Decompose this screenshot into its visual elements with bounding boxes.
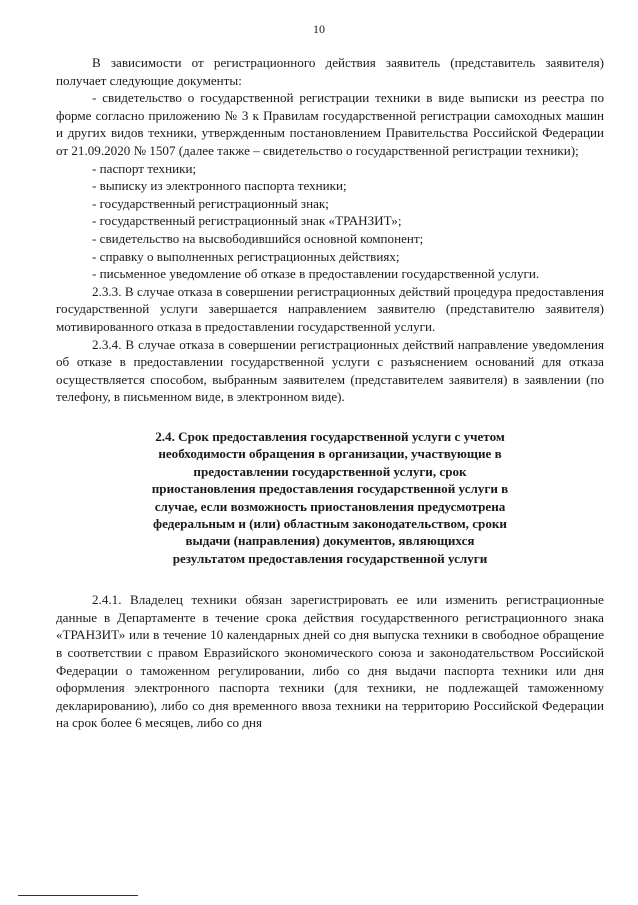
paragraph-2-3-4: 2.3.4. В случае отказа в совершении регистрационных действий направление уведомления об отказе в предоставлении государственной услуги с разъяснением оснований для отказа осуществляется способом, выбранным заявителем (представителем заявителя) в заявлении (по телефону, в письменном виде, в электронном виде).	[56, 336, 604, 405]
document-list-item: - письменное уведомление об отказе в предоставлении государственной услуги.	[92, 266, 540, 282]
page-number: 10	[313, 22, 325, 36]
document-list-item: - государственный регистрационный знак «ТРАНЗИТ»;	[92, 213, 402, 229]
document-list-item: - государственный регистрационный знак;	[92, 195, 329, 211]
section-heading: 2.4. Срок предоставления государственной услуги с учетом необходимости обращения в организации, участвующие в предоставлении государственной услуги, срок приостановления предоставления государственной услуги в случае, если возможность приостановления предусмотрена федеральным и (или) областным законодательством, сроки выдачи (направления) документов, являющихся результатом предоставления государственной услуги	[151, 428, 509, 566]
document-body	[56, 54, 604, 732]
paragraph-2-4-1: 2.4.1. Владелец техники обязан зарегистрировать ее или изменить регистрационные данные в Департаменте в течение срока действия государственного регистрационного знака «ТРАНЗИТ» или в течение 10 календарных дней со дня выпуска техники в свободное обращение в соответствии с правом Евразийского экономического союза и законодательством Российской Федерации о таможенном регулировании, либо со дня выдачи паспорта техники или дня оформления электронного паспорта техники (для техники, не подлежащей таможенному декларированию), либо со дня временного ввоза техники на территорию Российской Федерации на срок более 6 месяцев, либо со дня	[56, 592, 604, 731]
document-list-item: - справку о выполненных регистрационных действиях;	[92, 248, 400, 264]
document-list-item: - выписку из электронного паспорта техники;	[92, 178, 347, 194]
paragraph-2-3-3: 2.3.3. В случае отказа в совершении регистрационных действий процедура предоставления государственной услуги завершается направлением заявителю (представителю заявителя) мотивированного отказа в предоставлении государственной услуги.	[56, 283, 604, 334]
footer-rule	[18, 895, 138, 896]
document-list-item: - паспорт техники;	[92, 160, 197, 176]
document-list-item: - свидетельство о государственной регистрации техники в виде выписки из реестра по форме согласно приложению № 3 к Правилам государственной регистрации самоходных машин и других видов техники, утвержденным постановлением Правительства Российской Федерации от 21.09.2020 № 1507 (далее также – свидетельство о государственной регистрации техники);	[56, 90, 604, 158]
intro-paragraph: В зависимости от регистрационного действия заявитель (представитель заявителя) получает следующие документы:	[56, 55, 604, 88]
document-list-item: - свидетельство на высвободившийся основной компонент;	[92, 230, 424, 246]
